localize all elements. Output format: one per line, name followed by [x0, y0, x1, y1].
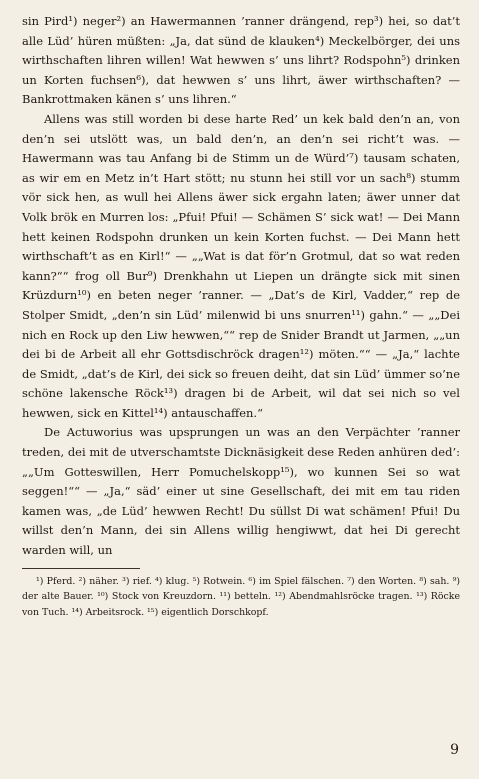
paragraph-2: Allens was still worden bi dese harte Red’ un kek bald den’n an, von den’n sei utslött was, un bald den’n, an den’n sei richt’t was. — Hawermann was tau Anfang bi de Stimm un de Würd’⁷) tausam schaten, as wir em en Metz in’t Hart stött; nu stunn hei still vor un sach⁸) stumm vör sick hen, as wull hei Allens äwer sick ergahn laten; äwer unner dat Volk brök en Murren los: „Pfui! Pfui! — Schämen S’ sick wat! — Dei Mann hett keinen Rodspohn drunken un kein Korten fuchst. — Dei Mann hett wirthschaft’t as en Kirl!“ — „„Wat is dat för’n Grotmul, dat so wat reden kann?““ frog oll Bur⁹) Drenkhahn ut Liepen un drängte sick mit sinen Krüzdurn¹⁰) en beten neger ’ranner. — „Dat’s de Kirl, Vadder,“ rep de Stolper Smidt, „den’n sin Lüd’ milenwid bi uns snurren¹¹) gahn.“ — „„Dei nich en Rock up den Liw hewwen,““ rep de Snider Brandt ut Jarmen, „„un dei bi de Arbeit all ehr Gottsdischröck dragen¹²) möten.““ — „Ja,“ lachte de Smidt, „dat’s de Kirl, dei sick so freuen deiht, dat sin Lüd’ ümmer so’ne schöne lakensche Röck¹³) dragen bi de Arbeit, wil dat sei nich so vel hewwen, sick en Kittel¹⁴) antauschaffen.“ — [22, 111, 460, 420]
book-page — [22, 12, 460, 620]
page-number: 9 — [450, 742, 459, 758]
footnote-divider — [22, 568, 140, 569]
footnotes: ¹) Pferd. ²) näher. ³) rief. ⁴) klug. ⁵) Rotwein. ⁶) im Spiel fälschen. ⁷) den Worten. ⁸) sah. ⁹) der alte Bauer. ¹⁰) Stock von Kreuzdorn. ¹¹) betteln. ¹²) Abendmahlsröcke tragen. ¹³) Röcke von Tuch. ¹⁴) Arbeitsrock. ¹⁵) eigentlich Dorschkopf. — [22, 575, 460, 618]
paragraph-3: De Actuworius was upsprungen un was an den Verpächter ’ranner treden, dei mit de utverschamtste Dicknäsigkeit dese Reden anhüren ded’: „„Um Gotteswillen, Herr Pomuchelskopp¹⁵), wo kunnen Sei so wat seggen!““ — „Ja,“ säd’ einer ut sine Gesellschaft, dei mit em tau riden kamen was, „de Lüd’ hewwen Recht! Du süllst Di wat schämen! Pfui! Du willst den’n Mann, dei sin Allens willig hengiwwt, dat hei Di gerecht warden will, un — [22, 425, 460, 558]
paragraph-1: sin Pird¹) neger²) an Hawermannen ’ranner drängend, rep³) hei, so dat’t alle Lüd’ hüren müßten: „Ja, dat sünd de klauken⁴) Meckelbörger, dei uns wirthschaften lihren willen! Wat hewwen s’ uns lihrt? Rodspohn⁵) drinken un Korten fuchsen⁶), dat hewwen s’ uns lihrt, äwer wirthschaften? — Bankrottmaken känen s’ uns lihren.“ — [22, 14, 460, 107]
